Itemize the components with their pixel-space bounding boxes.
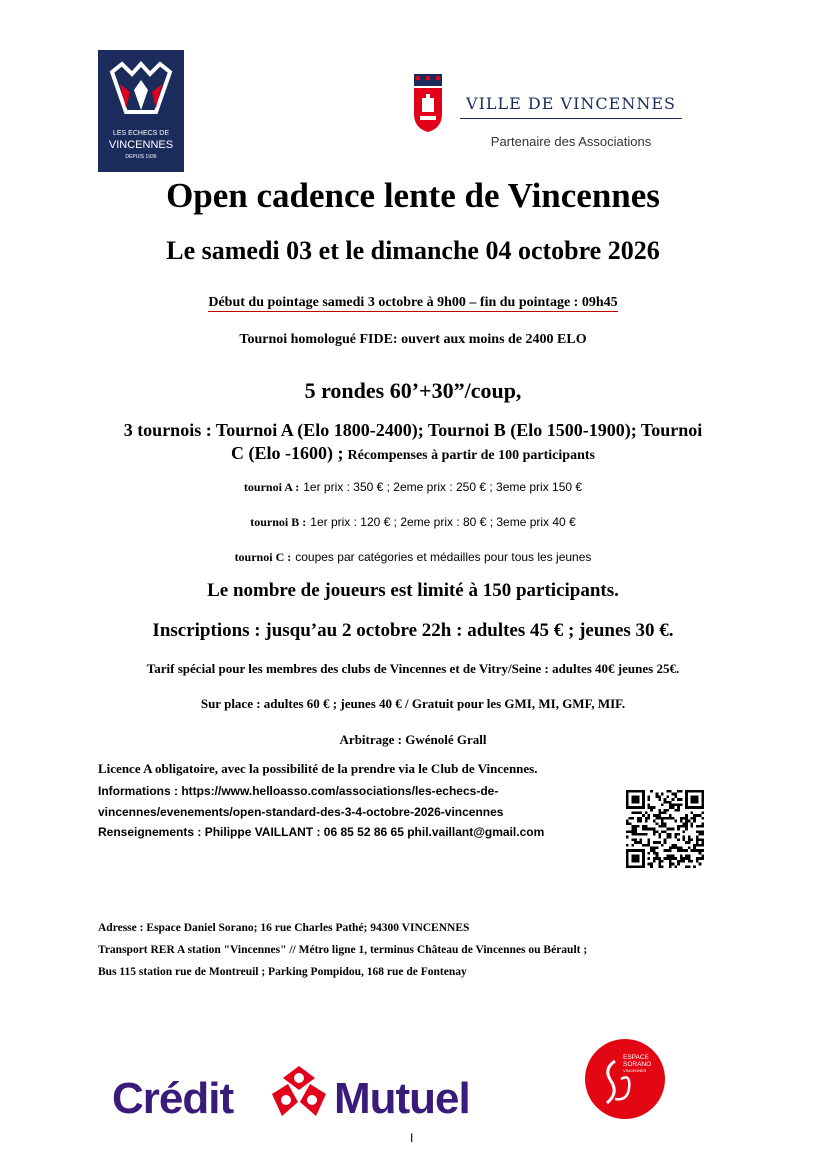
rondes: 5 rondes 60’+30”/coup,	[304, 378, 522, 403]
tarif-special: Tarif spécial pour les membres des clubs de Vincennes et de Vitry/Seine : adultes 40€ jeunes 25€.	[146, 661, 680, 676]
pointage-wrap	[0, 293, 826, 311]
sorano-line1: ESPACE	[623, 1054, 649, 1061]
ville-subtitle: Partenaire des Associations	[490, 134, 652, 149]
transport-line1: Transport RER A station "Vincennes" // Métro ligne 1, terminus Château de Vincennes ou Bérault ;	[98, 944, 588, 956]
divider	[460, 118, 682, 119]
prize-b	[0, 513, 826, 531]
prize-a	[0, 478, 826, 496]
club-logo-line1: LES ECHECS DE	[112, 130, 170, 137]
informations-line2: vincennes/evenements/open-standard-des-3-4-octobre-2026-vincennes	[98, 805, 504, 819]
crown-icon	[106, 60, 176, 120]
arbitrage: Arbitrage : Gwénolé Grall	[339, 732, 487, 747]
homologation: Tournoi homologué FIDE: ouvert aux moins de 2400 ELO	[239, 332, 587, 347]
page-title: Open cadence lente de Vincennes	[166, 176, 660, 215]
pointage-text: Début du pointage samedi 3 octobre à 9h00 – fin du pointage : 09h45	[208, 295, 618, 310]
ville-logo	[410, 72, 680, 152]
licence: Licence A obligatoire, avec la possibilité de la prendre via le Club de Vincennes.	[98, 761, 538, 776]
event-dates: Le samedi 03 et le dimanche 04 octobre 2026	[166, 236, 660, 265]
prize-label: tournoi B :	[250, 515, 307, 529]
club-logo	[98, 50, 184, 172]
prize-text: coupes par catégories et médailles pour tous les jeunes	[295, 550, 592, 564]
page-marker: I	[410, 1131, 414, 1145]
transport-line2: Bus 115 station rue de Montreuil ; Parking Pompidou, 168 rue de Fontenay	[98, 966, 467, 978]
credit-logo-left: Crédit	[112, 1074, 234, 1123]
tournois-line1: 3 tournois : Tournoi A (Elo 1800-2400); Tournoi B (Elo 1500-1900); Tournoi	[123, 420, 703, 440]
tournois-line2-main: C (Elo -1600) ;	[231, 443, 344, 463]
shield-icon	[410, 72, 446, 134]
prize-label: tournoi A :	[243, 480, 300, 494]
credit-logo-right: Mutuel	[334, 1074, 470, 1123]
ville-name: VILLE DE VINCENNES	[466, 94, 676, 113]
informations-line1: Informations : https://www.helloasso.com/associations/les-echecs-de-	[98, 784, 499, 798]
prize-label: tournoi C :	[234, 550, 292, 564]
prize-text: 1er prix : 350 € ; 2eme prix : 250 € ; 3eme prix 150 €	[303, 480, 583, 494]
renseignements: Renseignements : Philippe VAILLANT : 06 85 52 86 65 phil.vaillant@gmail.com	[98, 825, 545, 839]
sorano-line3: VINCENNES	[623, 1068, 647, 1073]
credit-mutuel-mark-icon	[268, 1064, 330, 1118]
espace-sorano-logo	[585, 1039, 665, 1119]
prize-text: 1er prix : 120 € ; 2eme prix : 80 € ; 3eme prix 40 €	[310, 515, 576, 529]
sur-place: Sur place : adultes 60 € ; jeunes 40 € / Gratuit pour les GMI, MI, GMF, MIF.	[200, 696, 626, 711]
prize-c	[0, 548, 826, 566]
inscriptions: Inscriptions : jusqu’au 2 octobre 22h : adultes 45 € ; jeunes 30 €.	[152, 620, 674, 641]
sorano-line2: SORANO	[623, 1061, 652, 1068]
adresse: Adresse : Espace Daniel Sorano; 16 rue Charles Pathé; 94300 VINCENNES	[98, 922, 470, 934]
club-logo-line3: DEPUIS 1936	[125, 154, 157, 160]
qr-code[interactable]	[626, 790, 704, 868]
tournois-line2	[0, 443, 826, 464]
club-logo-line2: VINCENNES	[108, 139, 174, 151]
tournois-line2-small: Récompenses à partir de 100 participants	[347, 448, 595, 463]
credit-mutuel-logo	[112, 1060, 492, 1123]
participants-limit: Le nombre de joueurs est limité à 150 participants.	[207, 580, 619, 601]
